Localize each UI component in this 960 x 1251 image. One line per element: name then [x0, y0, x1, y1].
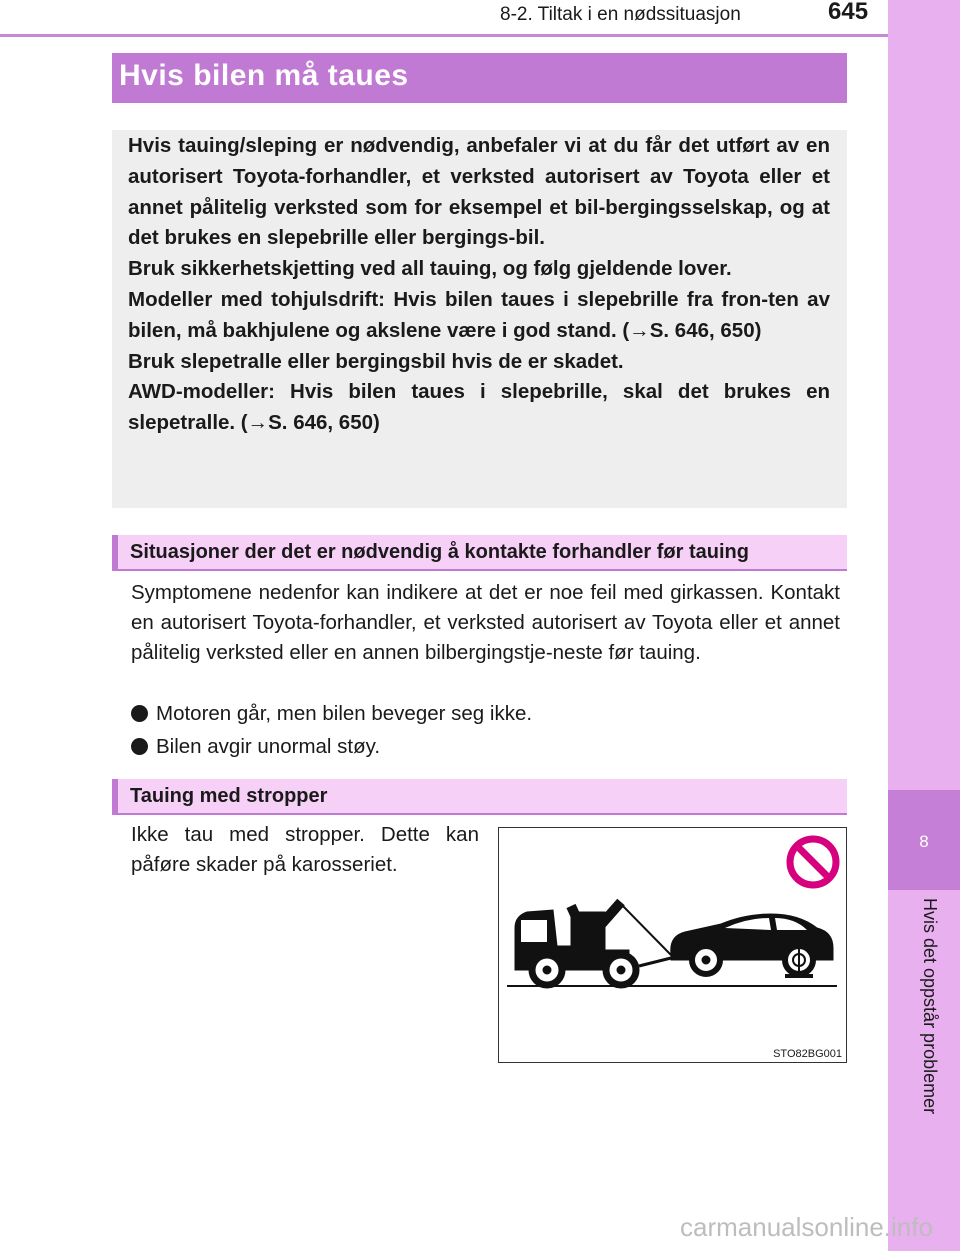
prohibited-icon [790, 839, 836, 885]
list-item-text: Motoren går, men bilen beveger seg ikke. [156, 702, 533, 725]
towing-illustration [498, 827, 847, 1063]
tow-truck-car-drawing [499, 828, 846, 1062]
list-item-text: Bilen avgir unormal støy. [156, 735, 381, 758]
watermark: carmanualsonline.info [680, 1212, 933, 1242]
notice-paragraph: Bruk sikkerhetskjetting ved all tauing, og følg gjeldende lover. [128, 257, 732, 281]
page-number: 645 [828, 0, 869, 25]
tow-truck-shape [515, 902, 671, 985]
bullet-icon [131, 705, 148, 722]
section-heading-contact-dealer: Situasjoner der det er nødvendig å kontakte forhandler før tauing [112, 535, 847, 571]
figure-code: STO82BG001 [773, 1048, 842, 1060]
section-body-contact-dealer: Symptomene nedenfor kan indikere at det er noe feil med girkassen. Kontakt en autorisert Toyota-forhandler, et verksted autorisert av Toyota eller et annet pålitelig verksted eller en annen bilbergingstje-neste før tauing. [131, 581, 840, 664]
notice-paragraph: Hvis tauing/sleping er nødvendig, anbefaler vi at du får det utført av en autorisert Toyota-forhandler, et verksted autorisert av Toyota eller et annet pålitelig verksted som for eksempel et bil-bergingsselskap, og at det brukes en slepebrille eller bergings-bil. [128, 134, 830, 250]
notice-paragraph: AWD-modeller: Hvis bilen taues i slepebrille, skal det brukes en slepetralle. (→S. 646, 650) [128, 380, 830, 435]
page-title: Hvis bilen må taues [112, 53, 847, 103]
header-section-title: 8-2. Tiltak i en nødssituasjon [500, 4, 741, 25]
section-heading-tow-straps: Tauing med stropper [112, 779, 847, 815]
notice-paragraph: Modeller med tohjulsdrift: Hvis bilen taues i slepebrille fra fron-ten av bilen, må bakhjulene og akslene være i god stand. (→S. 646, 650) [128, 287, 830, 342]
list-item [131, 732, 380, 762]
bullet-icon [131, 738, 148, 755]
chapter-title: Hvis det oppstår problemer [920, 898, 940, 1115]
list-item [131, 699, 532, 729]
notice-box [112, 130, 847, 508]
towed-car-shape [639, 914, 833, 976]
chapter-number: 8 [919, 832, 929, 851]
notice-paragraph: Bruk slepetralle eller bergingsbil hvis de er skadet. [128, 349, 624, 373]
section-body-tow-straps: Ikke tau med stropper. Dette kan påføre skader på karosseriet. [131, 823, 479, 876]
header-divider [0, 34, 888, 37]
